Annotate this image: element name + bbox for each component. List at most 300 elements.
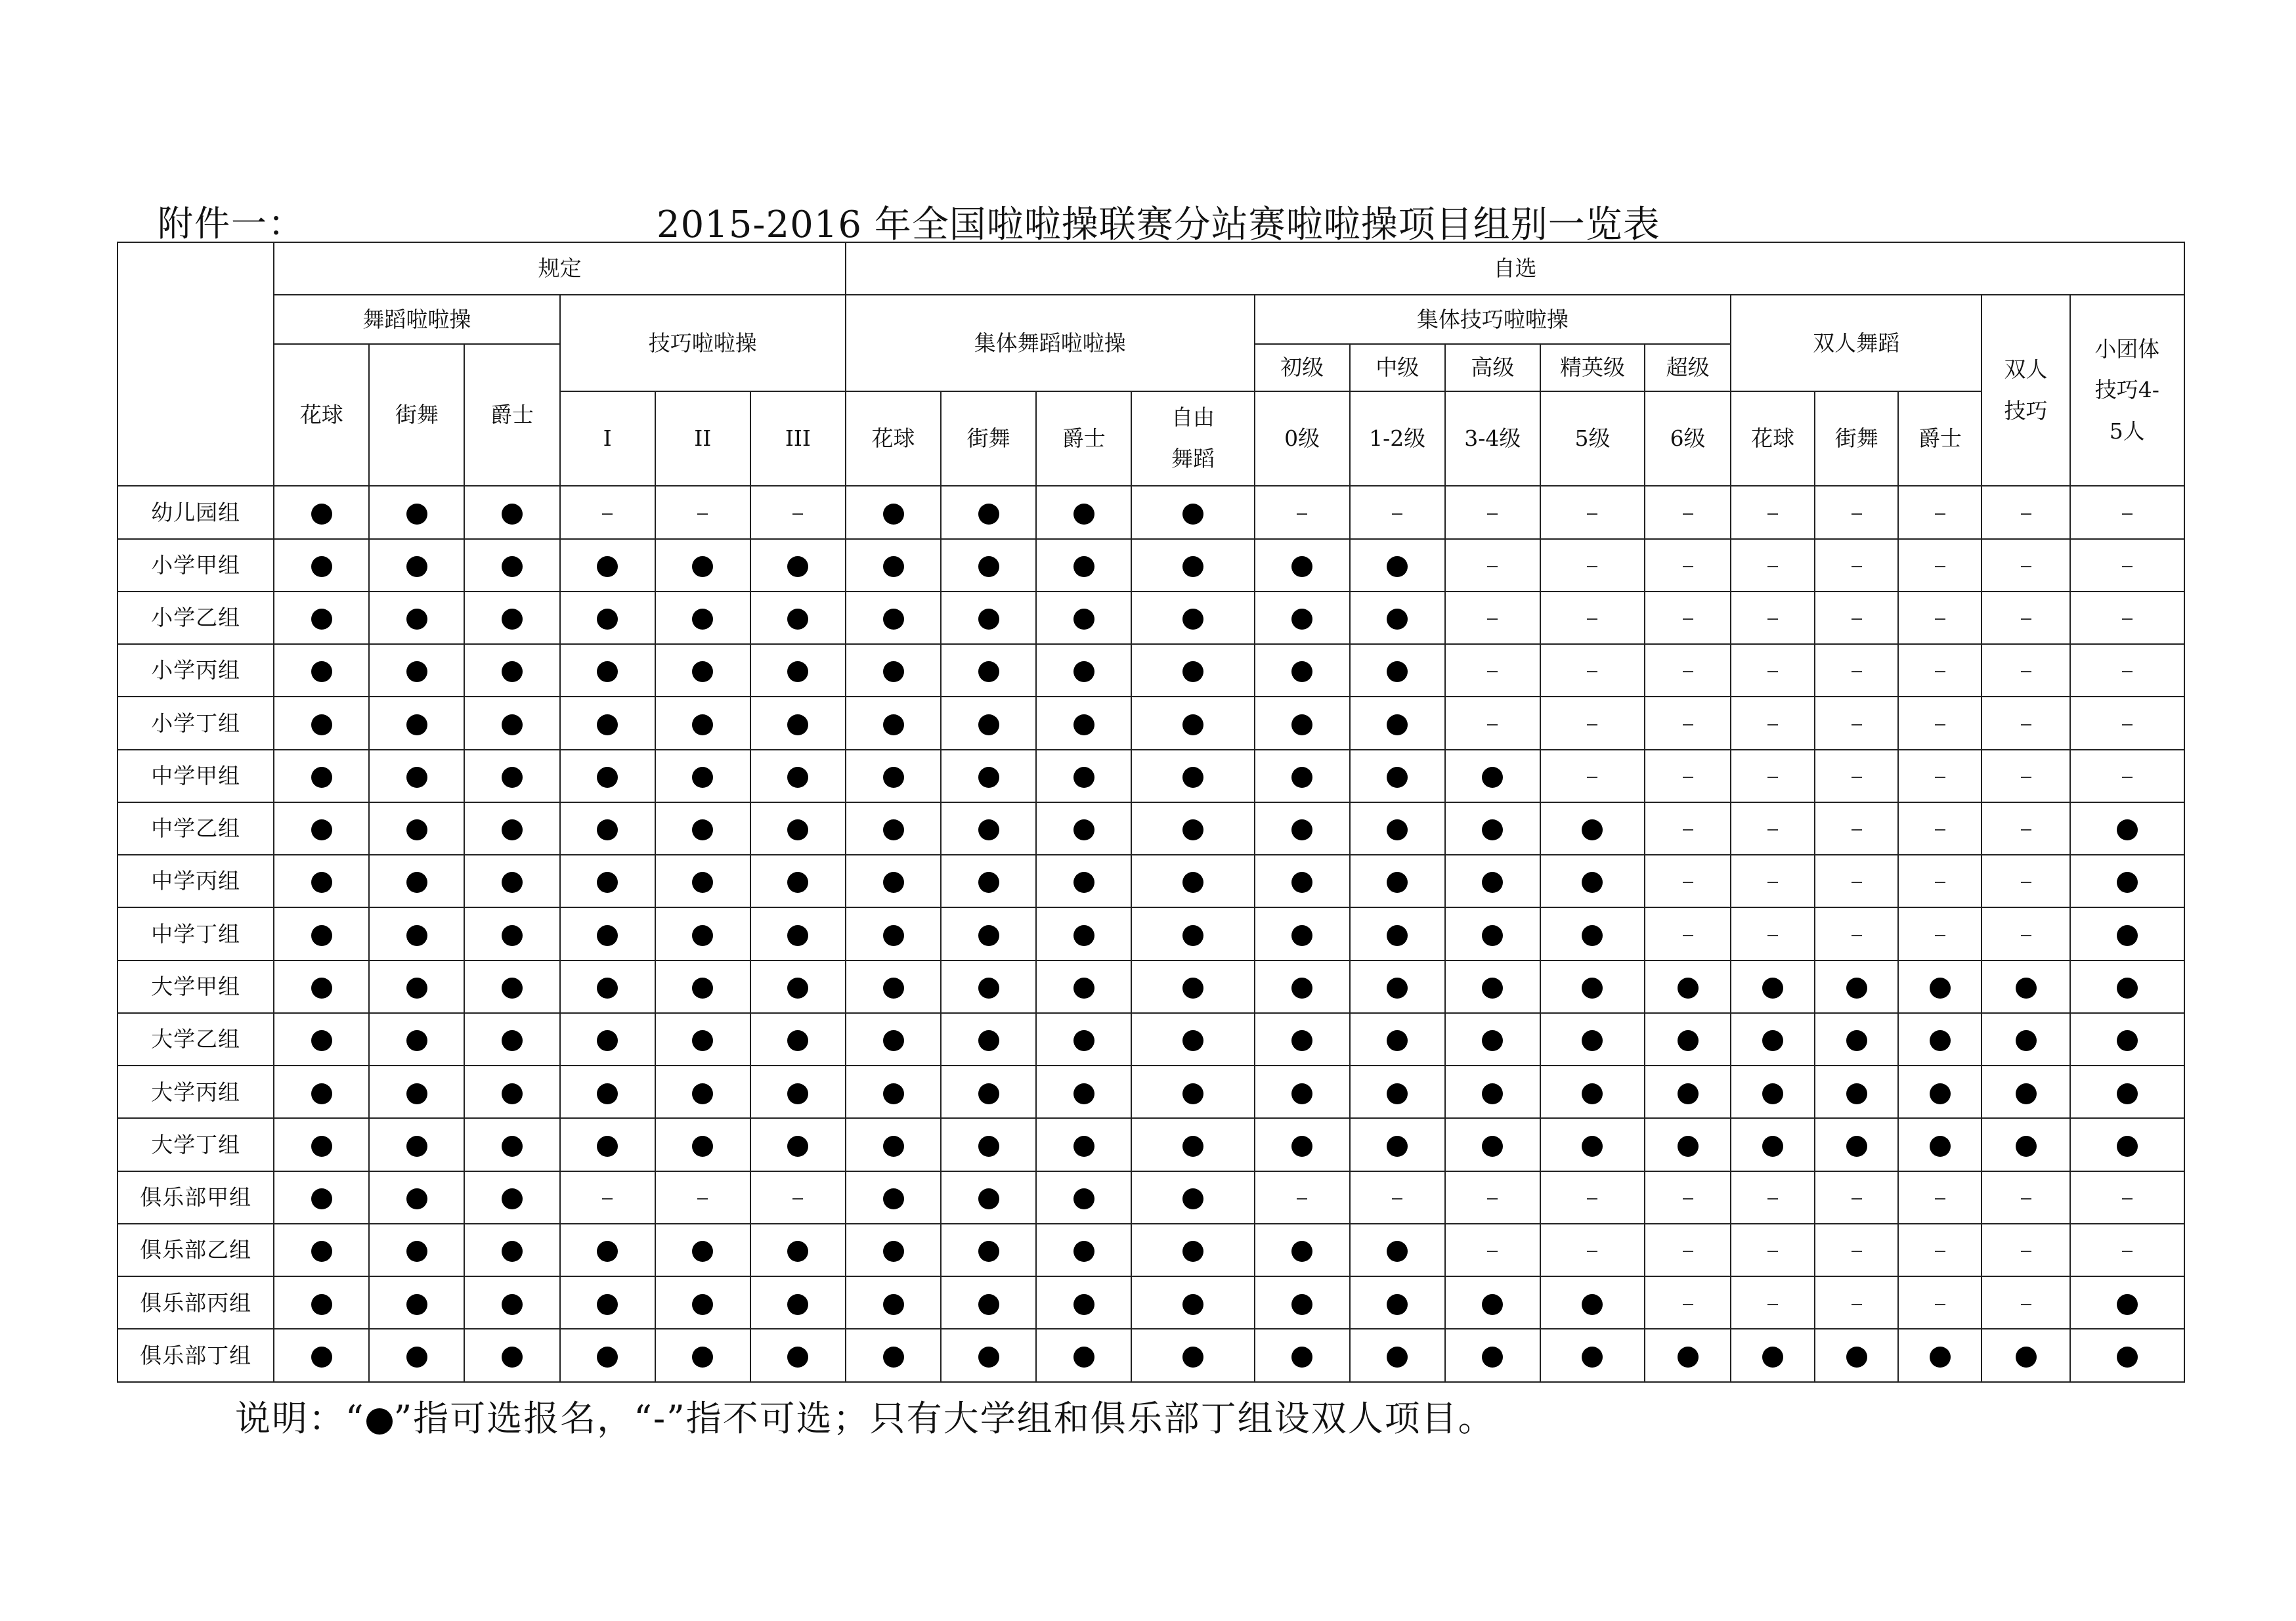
available-dot-icon <box>692 767 713 788</box>
available-dot-icon <box>502 767 523 788</box>
available-dot-icon <box>1582 1136 1603 1157</box>
unavailable-dash-icon <box>1935 724 1945 725</box>
available-dot-icon <box>1387 1294 1408 1315</box>
table-cell <box>1036 1329 1131 1382</box>
available-dot-icon <box>883 1294 904 1315</box>
unavailable-dash-icon <box>2021 1198 2031 1200</box>
table-cell <box>369 1013 464 1066</box>
table-cell <box>1131 1276 1254 1329</box>
table-cell <box>1445 961 1540 1013</box>
attachment-label: 附件一： <box>158 203 305 244</box>
table-cell <box>1898 539 1982 592</box>
table-cell <box>941 1013 1036 1066</box>
table-cell <box>1731 539 1815 592</box>
unavailable-dash-icon <box>1935 1251 1945 1252</box>
available-dot-icon <box>2016 1347 2037 1368</box>
available-dot-icon <box>1930 978 1951 999</box>
table-cell <box>464 539 559 592</box>
table-cell <box>846 1276 941 1329</box>
unavailable-dash-icon <box>2021 1304 2031 1305</box>
table-cell <box>274 486 369 538</box>
table-cell <box>941 1066 1036 1118</box>
available-dot-icon <box>597 1136 618 1157</box>
table-cell <box>1131 539 1254 592</box>
table-row <box>118 1224 2184 1276</box>
table-cell <box>1036 1066 1131 1118</box>
available-dot-icon <box>1387 767 1408 788</box>
unavailable-dash-icon <box>1935 1304 1945 1305</box>
table-cell <box>560 1013 655 1066</box>
table-cell <box>274 961 369 1013</box>
available-dot-icon <box>2117 819 2138 840</box>
table-cell <box>1731 697 1815 749</box>
available-dot-icon <box>883 609 904 630</box>
available-dot-icon <box>1182 925 1203 946</box>
available-dot-icon <box>502 872 523 893</box>
table-row <box>118 855 2184 907</box>
available-dot-icon <box>406 1241 427 1262</box>
table-cell <box>369 855 464 907</box>
available-dot-icon <box>2117 1294 2138 1315</box>
table-cell <box>1982 1329 2069 1382</box>
available-dot-icon <box>502 1083 523 1104</box>
available-dot-icon <box>597 1294 618 1315</box>
table-cell <box>274 1118 369 1171</box>
available-dot-icon <box>787 1030 808 1051</box>
table-cell <box>846 1066 941 1118</box>
table-row <box>118 1013 2184 1066</box>
table-cell <box>369 539 464 592</box>
table-cell <box>846 907 941 960</box>
available-dot-icon <box>597 1083 618 1104</box>
table-cell <box>655 644 750 697</box>
table-cell <box>560 539 655 592</box>
table-row <box>118 1118 2184 1171</box>
available-dot-icon <box>597 978 618 999</box>
table-cell <box>369 1224 464 1276</box>
table-cell <box>1350 1066 1445 1118</box>
unavailable-dash-icon <box>1587 1198 1597 1200</box>
unavailable-dash-icon <box>1767 1198 1778 1200</box>
table-cell <box>1540 961 1645 1013</box>
table-cell <box>1645 592 1731 644</box>
table-cell <box>941 1329 1036 1382</box>
table-cell <box>1645 855 1731 907</box>
col-header: 街舞 <box>941 391 1036 486</box>
row-label: 大学丁组 <box>118 1118 274 1171</box>
table-cell <box>750 1013 846 1066</box>
available-dot-icon <box>502 1241 523 1262</box>
level-header: 高级 <box>1445 344 1540 391</box>
table-cell <box>1350 1276 1445 1329</box>
level-header: 初级 <box>1255 344 1350 391</box>
table-cell <box>1815 1118 1898 1171</box>
available-dot-icon <box>2016 1030 2037 1051</box>
available-dot-icon <box>1582 819 1603 840</box>
available-dot-icon <box>978 714 999 735</box>
available-dot-icon <box>1762 1136 1783 1157</box>
table-cell <box>1255 802 1350 855</box>
table-cell <box>560 1329 655 1382</box>
table-cell <box>1540 1171 1645 1224</box>
unavailable-dash-icon <box>1683 724 1693 725</box>
col-header-free-dance-text: 自由舞蹈 <box>1171 404 1215 471</box>
table-cell <box>750 1224 846 1276</box>
table-cell <box>1350 539 1445 592</box>
unavailable-dash-icon <box>1683 513 1693 515</box>
row-label: 大学乙组 <box>118 1013 274 1066</box>
table-row <box>118 750 2184 802</box>
table-cell <box>274 697 369 749</box>
unavailable-dash-icon <box>1587 618 1597 620</box>
table-cell <box>655 1276 750 1329</box>
unavailable-dash-icon <box>1935 566 1945 567</box>
available-dot-icon <box>1291 609 1312 630</box>
available-dot-icon <box>1073 1083 1094 1104</box>
table-cell <box>1540 1224 1645 1276</box>
table-cell <box>750 697 846 749</box>
row-label: 中学乙组 <box>118 802 274 855</box>
available-dot-icon <box>1482 1347 1503 1368</box>
available-dot-icon <box>1291 1136 1312 1157</box>
unavailable-dash-icon <box>1487 566 1498 567</box>
available-dot-icon <box>978 1294 999 1315</box>
table-cell <box>1131 486 1254 538</box>
table-cell <box>369 802 464 855</box>
table-cell <box>1982 907 2069 960</box>
unavailable-dash-icon <box>1852 882 1862 883</box>
unavailable-dash-icon <box>1767 935 1778 936</box>
row-label: 中学丙组 <box>118 855 274 907</box>
table-cell <box>1540 1329 1645 1382</box>
available-dot-icon <box>1930 1347 1951 1368</box>
available-dot-icon <box>502 1294 523 1315</box>
available-dot-icon <box>311 1030 332 1051</box>
available-dot-icon <box>692 609 713 630</box>
table-cell <box>560 697 655 749</box>
table-cell <box>2070 961 2184 1013</box>
table-cell <box>1731 1171 1815 1224</box>
table-cell <box>750 1276 846 1329</box>
available-dot-icon <box>406 609 427 630</box>
unavailable-dash-icon <box>1683 777 1693 778</box>
table-cell <box>1815 1013 1898 1066</box>
table-cell <box>1731 1013 1815 1066</box>
table-row <box>118 961 2184 1013</box>
col-header <box>1131 391 1254 486</box>
available-dot-icon <box>1182 1188 1203 1209</box>
table-cell <box>1036 961 1131 1013</box>
table-row <box>118 1066 2184 1118</box>
table-cell <box>1982 592 2069 644</box>
table-cell <box>1731 486 1815 538</box>
table-cell <box>369 1329 464 1382</box>
available-dot-icon <box>1678 1083 1699 1104</box>
unavailable-dash-icon <box>1767 1304 1778 1305</box>
table-cell <box>1131 1013 1254 1066</box>
unavailable-dash-icon <box>1487 1198 1498 1200</box>
table-cell <box>1731 1329 1815 1382</box>
unavailable-dash-icon <box>1683 1251 1693 1252</box>
table-cell <box>941 750 1036 802</box>
available-dot-icon <box>1291 925 1312 946</box>
available-dot-icon <box>311 872 332 893</box>
unavailable-dash-icon <box>1683 829 1693 831</box>
event-group-table <box>117 242 2185 1383</box>
table-cell <box>1645 1224 1731 1276</box>
available-dot-icon <box>883 1347 904 1368</box>
available-dot-icon <box>597 556 618 577</box>
table-cell <box>1982 855 2069 907</box>
available-dot-icon <box>883 714 904 735</box>
table-cell <box>750 592 846 644</box>
available-dot-icon <box>406 767 427 788</box>
unavailable-dash-icon <box>2021 777 2031 778</box>
available-dot-icon <box>311 1188 332 1209</box>
available-dot-icon <box>1182 504 1203 525</box>
table-cell <box>560 486 655 538</box>
table-cell <box>1131 1171 1254 1224</box>
available-dot-icon <box>1182 1136 1203 1157</box>
col-header: 花球 <box>274 344 369 486</box>
table-cell <box>274 907 369 960</box>
unavailable-dash-icon <box>2021 724 2031 725</box>
unavailable-dash-icon <box>1587 724 1597 725</box>
available-dot-icon <box>1582 978 1603 999</box>
available-dot-icon <box>787 714 808 735</box>
table-cell <box>846 592 941 644</box>
table-cell <box>1255 1066 1350 1118</box>
table-cell <box>1036 1276 1131 1329</box>
available-dot-icon <box>406 1294 427 1315</box>
table-cell <box>941 802 1036 855</box>
table-cell <box>1036 592 1131 644</box>
available-dot-icon <box>1182 1347 1203 1368</box>
table-cell <box>846 961 941 1013</box>
table-cell <box>941 907 1036 960</box>
table-cell <box>1540 802 1645 855</box>
available-dot-icon <box>978 1083 999 1104</box>
table-cell <box>369 1066 464 1118</box>
available-dot-icon <box>787 767 808 788</box>
table-cell <box>464 697 559 749</box>
available-dot-icon <box>1930 1083 1951 1104</box>
table-cell <box>1350 486 1445 538</box>
available-dot-icon <box>1482 819 1503 840</box>
table-cell <box>1350 644 1445 697</box>
table-cell <box>1350 1171 1445 1224</box>
available-dot-icon <box>692 872 713 893</box>
available-dot-icon <box>406 661 427 682</box>
available-dot-icon <box>1182 1294 1203 1315</box>
table-cell <box>655 855 750 907</box>
header-skill-cheer: 技巧啦啦操 <box>560 295 846 391</box>
table-cell <box>2070 1171 2184 1224</box>
available-dot-icon <box>883 978 904 999</box>
available-dot-icon <box>692 1347 713 1368</box>
available-dot-icon <box>1387 1241 1408 1262</box>
title-row <box>158 190 2193 246</box>
available-dot-icon <box>978 767 999 788</box>
available-dot-icon <box>978 1030 999 1051</box>
table-cell <box>846 697 941 749</box>
table-cell <box>846 1118 941 1171</box>
table-cell <box>1982 486 2069 538</box>
table-cell <box>464 486 559 538</box>
table-cell <box>2070 697 2184 749</box>
table-cell <box>274 592 369 644</box>
table-cell <box>750 802 846 855</box>
row-label: 幼儿园组 <box>118 486 274 538</box>
table-cell <box>1350 961 1445 1013</box>
available-dot-icon <box>1482 925 1503 946</box>
table-cell <box>846 539 941 592</box>
unavailable-dash-icon <box>1852 671 1862 672</box>
table-cell <box>1350 1329 1445 1382</box>
table-cell <box>464 1276 559 1329</box>
table-cell <box>1540 697 1645 749</box>
available-dot-icon <box>1762 1083 1783 1104</box>
available-dot-icon <box>311 556 332 577</box>
table-cell <box>560 802 655 855</box>
header-pair-dance: 双人舞蹈 <box>1731 295 1982 391</box>
available-dot-icon <box>2117 1083 2138 1104</box>
table-cell <box>2070 539 2184 592</box>
available-dot-icon <box>597 1241 618 1262</box>
table-cell <box>560 1066 655 1118</box>
row-label: 俱乐部甲组 <box>118 1171 274 1224</box>
table-cell <box>1815 1066 1898 1118</box>
table-cell <box>1982 1276 2069 1329</box>
available-dot-icon <box>1182 978 1203 999</box>
table-cell <box>2070 1118 2184 1171</box>
table-cell <box>274 1013 369 1066</box>
available-dot-icon <box>1073 1294 1094 1315</box>
table-cell <box>1036 907 1131 960</box>
available-dot-icon <box>502 978 523 999</box>
page-title: 2015-2016 年全国啦啦操联赛分站赛啦啦操项目组别一览表 <box>657 204 1660 246</box>
available-dot-icon <box>1387 1136 1408 1157</box>
available-dot-icon <box>1073 661 1094 682</box>
table-cell <box>1898 592 1982 644</box>
available-dot-icon <box>2117 1136 2138 1157</box>
col-header: 0级 <box>1255 391 1350 486</box>
col-header: III <box>750 391 846 486</box>
available-dot-icon <box>692 978 713 999</box>
available-dot-icon <box>311 714 332 735</box>
unavailable-dash-icon <box>2021 882 2031 883</box>
available-dot-icon <box>1073 1136 1094 1157</box>
available-dot-icon <box>1073 925 1094 946</box>
table-cell <box>1731 961 1815 1013</box>
available-dot-icon <box>883 556 904 577</box>
available-dot-icon <box>692 661 713 682</box>
unavailable-dash-icon <box>2122 777 2133 778</box>
table-cell <box>1982 1013 2069 1066</box>
table-cell <box>1255 592 1350 644</box>
available-dot-icon <box>978 1188 999 1209</box>
table-row <box>118 1276 2184 1329</box>
available-dot-icon <box>597 661 618 682</box>
table-cell <box>1815 1224 1898 1276</box>
table-cell <box>1645 961 1731 1013</box>
table-cell <box>1445 697 1540 749</box>
table-cell <box>464 1013 559 1066</box>
table-cell <box>1036 644 1131 697</box>
unavailable-dash-icon <box>1767 882 1778 883</box>
table-cell <box>274 1329 369 1382</box>
table-cell <box>1898 1118 1982 1171</box>
available-dot-icon <box>502 609 523 630</box>
table-cell <box>1255 1329 1350 1382</box>
unavailable-dash-icon <box>1683 882 1693 883</box>
unavailable-dash-icon <box>1852 724 1862 725</box>
available-dot-icon <box>1582 925 1603 946</box>
table-cell <box>369 592 464 644</box>
header-optional: 自选 <box>846 242 2184 295</box>
col-header: 爵士 <box>464 344 559 486</box>
unavailable-dash-icon <box>2021 618 2031 620</box>
unavailable-dash-icon <box>1852 1198 1862 1200</box>
table-cell <box>1036 697 1131 749</box>
available-dot-icon <box>1582 1083 1603 1104</box>
table-cell <box>750 644 846 697</box>
available-dot-icon <box>1291 1241 1312 1262</box>
table-cell <box>1445 1013 1540 1066</box>
available-dot-icon <box>502 504 523 525</box>
available-dot-icon <box>311 1347 332 1368</box>
level-header: 精英级 <box>1540 344 1645 391</box>
table-cell <box>1036 750 1131 802</box>
table-cell <box>941 486 1036 538</box>
row-label: 俱乐部乙组 <box>118 1224 274 1276</box>
unavailable-dash-icon <box>1935 1198 1945 1200</box>
table-cell <box>1350 750 1445 802</box>
table-cell <box>1645 486 1731 538</box>
available-dot-icon <box>1582 1294 1603 1315</box>
table-cell <box>2070 1329 2184 1382</box>
available-dot-icon <box>1182 1241 1203 1262</box>
corner-cell <box>118 242 274 486</box>
level-header: 中级 <box>1350 344 1445 391</box>
available-dot-icon <box>1073 609 1094 630</box>
table-cell <box>1982 697 2069 749</box>
table-cell <box>1982 1224 2069 1276</box>
table-cell <box>1255 1276 1350 1329</box>
table-cell <box>1898 1276 1982 1329</box>
table-row <box>118 539 2184 592</box>
unavailable-dash-icon <box>1487 1251 1498 1252</box>
table-cell <box>750 1118 846 1171</box>
available-dot-icon <box>1182 872 1203 893</box>
table-cell <box>1982 961 2069 1013</box>
unavailable-dash-icon <box>1935 882 1945 883</box>
available-dot-icon <box>1678 978 1699 999</box>
row-label: 小学丙组 <box>118 644 274 697</box>
available-dot-icon <box>1291 714 1312 735</box>
unavailable-dash-icon <box>2021 513 2031 515</box>
available-dot-icon <box>1387 819 1408 840</box>
table-cell <box>1645 750 1731 802</box>
available-dot-icon <box>978 661 999 682</box>
table-cell <box>1815 1171 1898 1224</box>
unavailable-dash-icon <box>1587 513 1597 515</box>
unavailable-dash-icon <box>602 513 613 515</box>
table-cell <box>1540 1118 1645 1171</box>
table-cell <box>655 697 750 749</box>
table-cell <box>274 644 369 697</box>
header-pair-skill-text: 双人技巧 <box>2004 357 2048 423</box>
